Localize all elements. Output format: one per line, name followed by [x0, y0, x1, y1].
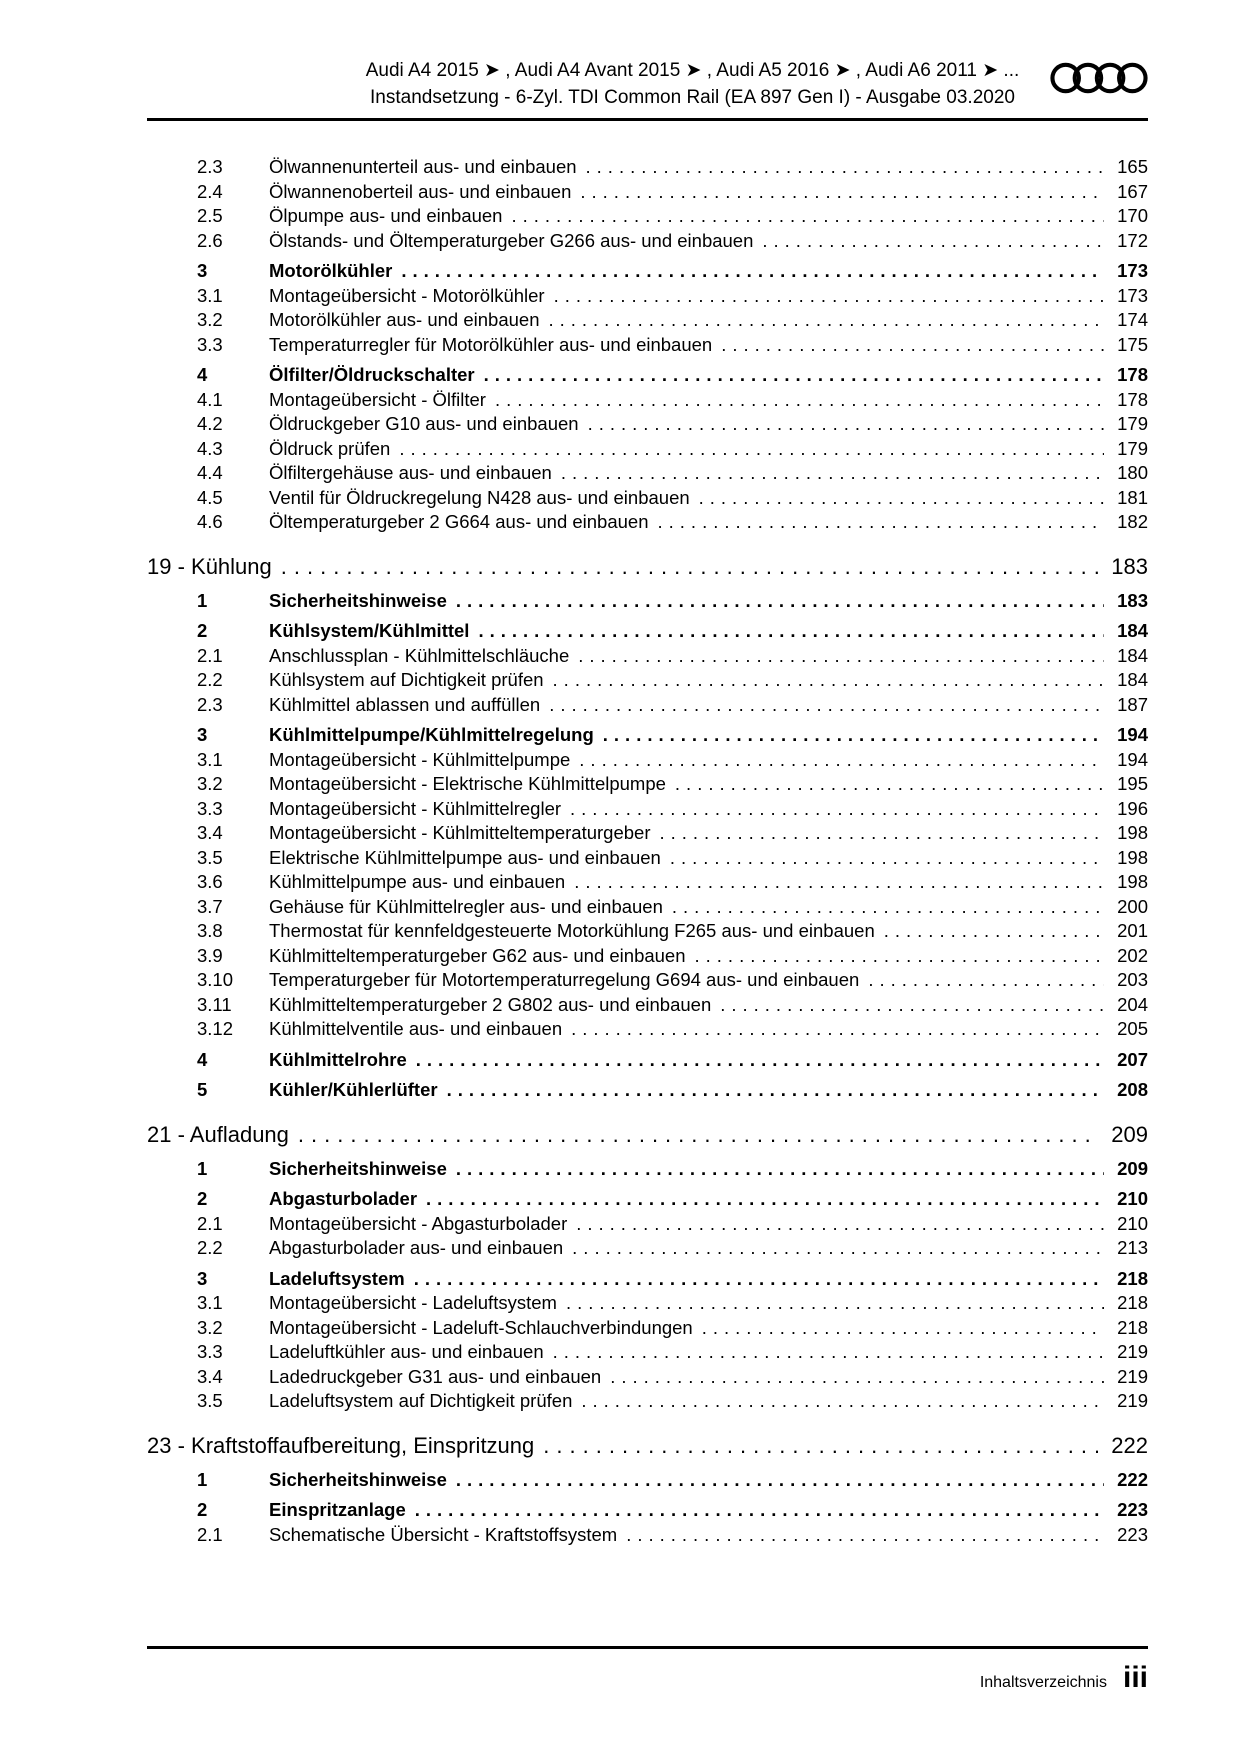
dot-leader	[456, 590, 1104, 612]
dot-leader	[572, 1237, 1104, 1259]
toc-entry-page: 194	[1117, 724, 1148, 745]
page-footer	[147, 1646, 1148, 1693]
toc-entry-page: 179	[1117, 437, 1148, 459]
dot-leader	[548, 309, 1104, 331]
toc-entry	[147, 1341, 1148, 1366]
toc-entry-number: 1	[197, 589, 208, 611]
toc-entry-number: 3.2	[197, 1316, 223, 1338]
dot-leader	[478, 620, 1104, 642]
toc-entry-page: 213	[1117, 1237, 1148, 1258]
toc-entry-number: 3.1	[197, 748, 223, 770]
toc-chapter-row	[147, 1433, 1148, 1463]
toc-entry-title: Sicherheitshinweise	[269, 589, 447, 611]
toc-entry-title: Ölpumpe aus- und einbauen	[269, 205, 503, 226]
toc-entry-title: Montageübersicht - Ladeluft-Schlauchverbindungen	[269, 1316, 693, 1338]
dot-leader	[670, 847, 1104, 869]
toc-entry-title: Öldruckgeber G10 aus- und einbauen	[269, 413, 579, 434]
toc-entry-page: 179	[1117, 413, 1148, 434]
dot-leader	[495, 389, 1104, 411]
toc-entry	[147, 896, 1148, 921]
toc-entry	[147, 969, 1148, 994]
toc-entry	[147, 1188, 1148, 1213]
toc-entry-title: Ölfilter/Öldruckschalter	[269, 364, 475, 385]
dot-leader	[580, 181, 1104, 203]
toc-entry-title: Ölfiltergehäuse aus- und einbauen	[269, 462, 552, 483]
toc-entry-page: 209	[1117, 1157, 1148, 1179]
toc-entry-page: 208	[1117, 1079, 1148, 1100]
chapter-page-number: 222	[1111, 1432, 1148, 1458]
toc-entry-number: 2.5	[197, 205, 223, 226]
toc-entry-title: Kühlmitteltemperaturgeber 2 G802 aus- und einbauen	[269, 993, 712, 1015]
toc-entry-page: 207	[1117, 1048, 1148, 1070]
toc-entry	[147, 749, 1148, 774]
toc-entry-number: 2	[197, 1188, 208, 1209]
toc-entry	[147, 773, 1148, 798]
toc-entry-title: Montageübersicht - Elektrische Kühlmittelpumpe	[269, 773, 666, 794]
toc-entry-title: Ladeluftkühler aus- und einbauen	[269, 1341, 544, 1362]
toc-entry-number: 2	[197, 1499, 208, 1520]
toc-entry-page: 175	[1117, 333, 1148, 355]
dot-leader	[610, 1366, 1104, 1388]
toc-entry-title: Sicherheitshinweise	[269, 1157, 447, 1179]
toc-entry-title: Montageübersicht - Motorölkühler	[269, 284, 545, 306]
toc-entry-number: 3.2	[197, 309, 223, 330]
toc-entry-page: 183	[1117, 589, 1148, 611]
toc-entry-number: 3.6	[197, 871, 223, 892]
toc-entry-page: 165	[1117, 156, 1148, 177]
dot-leader	[675, 773, 1104, 795]
toc-entry-title: Einspritzanlage	[269, 1499, 406, 1520]
toc-entry-number: 4.4	[197, 462, 223, 483]
toc-entry-page: 198	[1117, 822, 1148, 843]
toc-entry	[147, 871, 1148, 896]
toc-entry	[147, 1292, 1148, 1317]
dot-leader	[660, 822, 1105, 844]
dot-leader	[578, 645, 1104, 667]
toc-entry-title: Motorölkühler	[269, 260, 393, 281]
toc-entry-page: 219	[1117, 1365, 1148, 1387]
dot-leader	[543, 1433, 1098, 1459]
toc-entry	[147, 620, 1148, 645]
toc-entry-page: 184	[1117, 644, 1148, 666]
toc-entry-number: 4	[197, 1048, 208, 1070]
toc-entry-page: 174	[1117, 309, 1148, 330]
dot-leader	[884, 920, 1104, 942]
chapter-title: 21 - Aufladung	[147, 1121, 289, 1147]
toc-entry-number: 3.1	[197, 1292, 223, 1313]
toc-entry-title: Abgasturbolader	[269, 1188, 418, 1209]
toc-entry	[147, 724, 1148, 749]
toc-entry-number: 5	[197, 1079, 208, 1100]
toc-entry-page: 205	[1117, 1018, 1148, 1039]
toc-entry-title: Kühlsystem/Kühlmittel	[269, 620, 470, 641]
toc-entry-page: 200	[1117, 895, 1148, 917]
dot-leader	[720, 994, 1104, 1016]
toc-entry-number: 3.10	[197, 969, 234, 990]
header-subtitle-line: Instandsetzung - 6-Zyl. TDI Common Rail (EA 897 Gen I) - Ausgabe 03.2020	[370, 87, 1015, 108]
toc-entry-title: Motorölkühler aus- und einbauen	[269, 309, 540, 330]
toc-entry-number: 3.5	[197, 1390, 223, 1411]
toc-entry-title: Kühlsystem auf Dichtigkeit prüfen	[269, 669, 544, 690]
dot-leader	[549, 694, 1104, 716]
dot-leader	[554, 285, 1104, 307]
toc-entry	[147, 487, 1148, 512]
toc-entry-title: Abgasturbolader aus- und einbauen	[269, 1237, 564, 1258]
dot-leader	[588, 413, 1104, 435]
toc-entry-page: 218	[1117, 1292, 1148, 1313]
toc-entry-number: 3.8	[197, 920, 223, 941]
toc-entry-title: Kühlmittelventile aus- und einbauen	[269, 1018, 563, 1039]
dot-leader	[570, 798, 1104, 820]
toc-entry	[147, 694, 1148, 719]
toc-entry	[147, 590, 1148, 615]
toc-entry-page: 203	[1117, 969, 1148, 990]
footer-page-number: iii	[1122, 1661, 1148, 1694]
toc-entry-number: 2.2	[197, 1237, 223, 1258]
toc-entry-page: 181	[1117, 486, 1148, 508]
toc-entry-title: Kühlmittelpumpe aus- und einbauen	[269, 871, 566, 892]
audi-rings-icon	[1050, 59, 1148, 97]
toc-entry	[147, 285, 1148, 310]
toc-entry-page: 218	[1117, 1267, 1148, 1289]
dot-leader	[416, 1049, 1104, 1071]
dot-leader	[511, 205, 1104, 227]
toc-entry-number: 2	[197, 620, 208, 641]
toc-entry-page: 173	[1117, 284, 1148, 306]
table-of-contents	[147, 156, 1148, 1548]
toc-entry	[147, 920, 1148, 945]
toc-entry-page: 173	[1117, 260, 1148, 281]
toc-entry-number: 3.1	[197, 284, 223, 306]
toc-entry	[147, 945, 1148, 970]
toc-entry-title: Ölwannenunterteil aus- und einbauen	[269, 156, 577, 177]
dot-leader	[695, 945, 1104, 967]
toc-entry	[147, 669, 1148, 694]
toc-entry-page: 210	[1117, 1212, 1148, 1234]
dot-leader	[586, 156, 1104, 178]
dot-leader	[626, 1524, 1104, 1546]
dot-leader	[672, 896, 1104, 918]
toc-entry-title: Thermostat für kennfeldgesteuerte Motorkühlung F265 aus- und einbauen	[269, 920, 875, 941]
toc-entry-number: 3.5	[197, 846, 223, 868]
toc-entry-number: 3.11	[197, 993, 232, 1015]
toc-entry-title: Ölwannenoberteil aus- und einbauen	[269, 180, 572, 202]
toc-entry-number: 4.6	[197, 511, 223, 532]
toc-entry-title: Sicherheitshinweise	[269, 1468, 447, 1490]
dot-leader	[576, 1213, 1104, 1235]
toc-entry	[147, 1366, 1148, 1391]
toc-entry-page: 184	[1117, 620, 1148, 641]
toc-entry-number: 3.3	[197, 333, 223, 355]
dot-leader	[571, 1018, 1104, 1040]
dot-leader	[414, 1268, 1104, 1290]
toc-entry-page: 219	[1117, 1390, 1148, 1411]
toc-entry	[147, 1317, 1148, 1342]
dot-leader	[574, 871, 1104, 893]
dot-leader	[456, 1158, 1104, 1180]
toc-entry	[147, 1158, 1148, 1183]
toc-entry-number: 3.7	[197, 895, 223, 917]
toc-entry-number: 3.9	[197, 944, 223, 966]
toc-entry-number: 1	[197, 1468, 208, 1490]
toc-entry	[147, 438, 1148, 463]
toc-entry	[147, 798, 1148, 823]
chapter-title: 23 - Kraftstoffaufbereitung, Einspritzung	[147, 1432, 535, 1458]
header-divider	[147, 118, 1148, 121]
toc-entry-title: Gehäuse für Kühlmittelregler aus- und einbauen	[269, 895, 663, 917]
toc-entry-page: 210	[1117, 1188, 1148, 1209]
toc-entry-title: Montageübersicht - Kühlmittelregler	[269, 797, 562, 819]
toc-entry-page: 178	[1117, 364, 1148, 385]
dot-leader	[401, 260, 1104, 282]
dot-leader	[426, 1188, 1104, 1210]
dot-leader	[658, 511, 1104, 533]
chapter-page-number: 183	[1111, 553, 1148, 579]
toc-entry-page: 170	[1117, 205, 1148, 226]
dot-leader	[603, 724, 1104, 746]
header-models-line: Audi A4 2015 ➤ , Audi A4 Avant 2015 ➤ , Audi A5 2016 ➤ , Audi A6 2011 ➤ ...	[365, 60, 1020, 81]
toc-entry	[147, 1049, 1148, 1074]
dot-leader	[699, 487, 1104, 509]
dot-leader	[447, 1079, 1104, 1101]
toc-entry-title: Ölstands- und Öltemperaturgeber G266 aus- und einbauen	[269, 229, 754, 251]
toc-entry	[147, 1213, 1148, 1238]
toc-entry-page: 219	[1117, 1341, 1148, 1362]
toc-entry	[147, 1268, 1148, 1293]
toc-entry-page: 201	[1117, 920, 1148, 941]
toc-entry-page: 180	[1117, 462, 1148, 483]
toc-entry-number: 3.4	[197, 1365, 223, 1387]
toc-entry	[147, 1018, 1148, 1043]
toc-entry-page: 202	[1117, 944, 1148, 966]
toc-entry	[147, 822, 1148, 847]
toc-entry-title: Anschlussplan - Kühlmittelschläuche	[269, 644, 570, 666]
page-header	[147, 57, 1148, 121]
toc-entry-number: 4.2	[197, 413, 223, 434]
toc-entry-title: Elektrische Kühlmittelpumpe aus- und einbauen	[269, 846, 661, 868]
toc-entry-number: 2.4	[197, 180, 223, 202]
toc-entry-page: 204	[1117, 993, 1148, 1015]
toc-entry	[147, 847, 1148, 872]
dot-leader	[281, 554, 1098, 580]
dot-leader	[298, 1122, 1098, 1148]
toc-entry	[147, 413, 1148, 438]
dot-leader	[721, 334, 1104, 356]
toc-entry-title: Öltemperaturgeber 2 G664 aus- und einbauen	[269, 511, 649, 532]
toc-entry	[147, 364, 1148, 389]
toc-entry-page: 198	[1117, 871, 1148, 892]
toc-entry-title: Ladedruckgeber G31 aus- und einbauen	[269, 1365, 602, 1387]
toc-entry	[147, 994, 1148, 1019]
toc-entry-number: 2.1	[197, 1212, 223, 1234]
toc-entry-title: Ventil für Öldruckregelung N428 aus- und einbauen	[269, 486, 690, 508]
toc-entry	[147, 334, 1148, 359]
toc-entry-title: Kühler/Kühlerlüfter	[269, 1079, 438, 1100]
header-text-block	[147, 57, 1148, 111]
toc-entry-page: 222	[1117, 1468, 1148, 1490]
toc-entry	[147, 205, 1148, 230]
toc-entry-title: Montageübersicht - Ölfilter	[269, 388, 486, 410]
toc-entry	[147, 1524, 1148, 1549]
toc-entry-number: 1	[197, 1157, 208, 1179]
toc-entry-page: 194	[1117, 748, 1148, 770]
toc-entry-title: Kühlmittelrohre	[269, 1048, 407, 1070]
toc-entry-page: 223	[1117, 1523, 1148, 1545]
footer-divider	[147, 1646, 1148, 1649]
toc-entry-page: 167	[1117, 180, 1148, 202]
dot-leader	[702, 1317, 1104, 1339]
toc-entry-title: Montageübersicht - Kühlmittelpumpe	[269, 748, 571, 770]
toc-entry	[147, 181, 1148, 206]
toc-entry	[147, 1079, 1148, 1104]
toc-entry-page: 198	[1117, 846, 1148, 868]
dot-leader	[553, 1341, 1104, 1363]
toc-entry-title: Montageübersicht - Abgasturbolader	[269, 1212, 568, 1234]
dot-leader	[579, 749, 1104, 771]
toc-entry-number: 3	[197, 724, 208, 745]
toc-entry-title: Öldruck prüfen	[269, 437, 391, 459]
dot-leader	[415, 1499, 1104, 1521]
dot-leader	[561, 462, 1104, 484]
toc-entry-number: 3	[197, 1267, 208, 1289]
toc-entry-number: 4	[197, 364, 208, 385]
chapter-page-number: 209	[1111, 1121, 1148, 1147]
dot-leader	[566, 1292, 1104, 1314]
toc-entry-title: Kühlmittel ablassen und auffüllen	[269, 693, 541, 715]
chapter-title: 19 - Kühlung	[147, 553, 272, 579]
toc-entry-page: 182	[1117, 511, 1148, 532]
toc-entry-number: 3.2	[197, 773, 223, 794]
toc-entry	[147, 511, 1148, 536]
toc-entry-title: Ladeluftsystem auf Dichtigkeit prüfen	[269, 1390, 573, 1411]
toc-entry-title: Kühlmitteltemperaturgeber G62 aus- und einbauen	[269, 944, 686, 966]
toc-chapter-row	[147, 554, 1148, 584]
toc-entry-number: 3.3	[197, 797, 223, 819]
toc-entry-title: Temperaturregler für Motorölkühler aus- und einbauen	[269, 333, 713, 355]
toc-entry-number: 2.3	[197, 156, 223, 177]
toc-entry-title: Kühlmittelpumpe/Kühlmittelregelung	[269, 724, 594, 745]
toc-entry-number: 3.12	[197, 1018, 234, 1039]
toc-entry-title: Temperaturgeber für Motortemperaturregelung G694 aus- und einbauen	[269, 969, 860, 990]
toc-entry	[147, 1237, 1148, 1262]
toc-entry-number: 2.1	[197, 1523, 223, 1545]
toc-entry	[147, 1499, 1148, 1524]
toc-entry-number: 2.3	[197, 693, 223, 715]
dot-leader	[484, 364, 1104, 386]
toc-entry-page: 172	[1117, 229, 1148, 251]
toc-entry	[147, 462, 1148, 487]
toc-entry-page: 187	[1117, 693, 1148, 715]
dot-leader	[456, 1469, 1104, 1491]
toc-entry-number: 4.5	[197, 486, 223, 508]
toc-entry-page: 218	[1117, 1316, 1148, 1338]
toc-entry-number: 3.3	[197, 1341, 223, 1362]
footer-section-label: Inhaltsverzeichnis	[979, 1674, 1107, 1691]
toc-entry-page: 196	[1117, 797, 1148, 819]
toc-entry-title: Montageübersicht - Kühlmitteltemperaturgeber	[269, 822, 651, 843]
toc-entry	[147, 389, 1148, 414]
toc-entry	[147, 230, 1148, 255]
toc-entry	[147, 156, 1148, 181]
toc-entry-page: 178	[1117, 388, 1148, 410]
toc-entry-page: 223	[1117, 1499, 1148, 1520]
toc-chapter-row	[147, 1122, 1148, 1152]
toc-entry-number: 4.3	[197, 437, 223, 459]
toc-entry-number: 3.4	[197, 822, 223, 843]
toc-entry-number: 2.1	[197, 644, 223, 666]
dot-leader	[762, 230, 1104, 252]
dot-leader	[581, 1390, 1104, 1412]
footer-row	[147, 1663, 1148, 1693]
toc-entry-number: 2.2	[197, 669, 223, 690]
toc-entry-title: Ladeluftsystem	[269, 1267, 405, 1289]
toc-entry-page: 184	[1117, 669, 1148, 690]
toc-entry-title: Schematische Übersicht - Kraftstoffsystem	[269, 1523, 618, 1545]
toc-entry-number: 2.6	[197, 229, 223, 251]
toc-entry	[147, 309, 1148, 334]
toc-entry	[147, 645, 1148, 670]
toc-entry	[147, 1469, 1148, 1494]
toc-entry-page: 195	[1117, 773, 1148, 794]
toc-entry-title: Montageübersicht - Ladeluftsystem	[269, 1292, 557, 1313]
toc-entry	[147, 260, 1148, 285]
toc-entry-number: 4.1	[197, 388, 223, 410]
dot-leader	[868, 969, 1104, 991]
toc-entry	[147, 1390, 1148, 1415]
dot-leader	[553, 669, 1104, 691]
toc-entry-number: 3	[197, 260, 208, 281]
dot-leader	[399, 438, 1104, 460]
